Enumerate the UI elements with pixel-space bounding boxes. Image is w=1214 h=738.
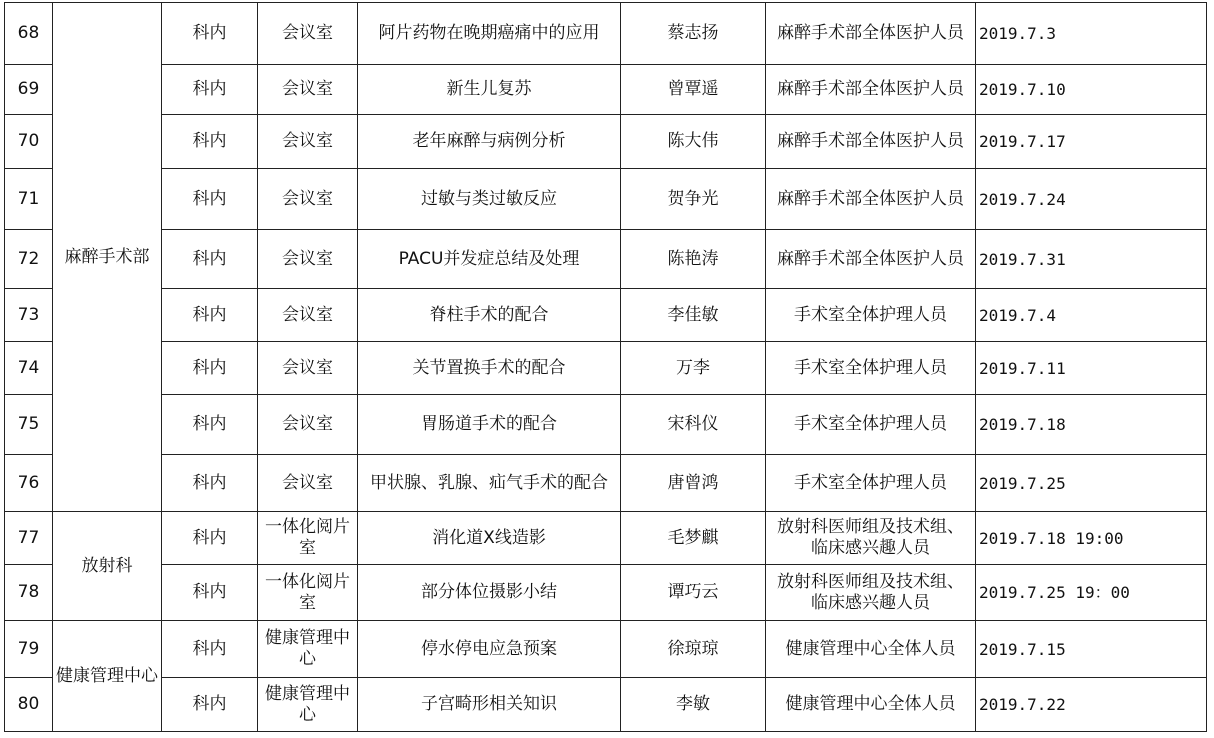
- audience: 放射科医师组及技术组、临床感兴趣人员: [766, 565, 976, 621]
- training-place: 会议室: [258, 65, 358, 115]
- audience: 健康管理中心全体人员: [766, 621, 976, 678]
- training-date: 2019.7.22: [976, 678, 1207, 732]
- training-mode: 科内: [162, 115, 258, 169]
- table-row: [5, 65, 1207, 115]
- training-date: 2019.7.18 19:00: [976, 512, 1207, 565]
- training-mode: 科内: [162, 621, 258, 678]
- training-mode: 科内: [162, 230, 258, 289]
- training-mode: 科内: [162, 678, 258, 732]
- row-number: 77: [5, 512, 53, 565]
- table-row: [5, 512, 1207, 565]
- training-mode: 科内: [162, 512, 258, 565]
- speaker-name: 徐琼琼: [621, 621, 766, 678]
- training-place: 会议室: [258, 289, 358, 342]
- department-cell: 健康管理中心: [53, 621, 162, 732]
- row-number: 73: [5, 289, 53, 342]
- training-mode: 科内: [162, 455, 258, 512]
- training-mode: 科内: [162, 565, 258, 621]
- training-topic: 消化道X线造影: [358, 512, 621, 565]
- training-mode: 科内: [162, 169, 258, 230]
- training-date: 2019.7.17: [976, 115, 1207, 169]
- training-topic: 新生儿复苏: [358, 65, 621, 115]
- audience: 手术室全体护理人员: [766, 342, 976, 395]
- training-place: 会议室: [258, 169, 358, 230]
- audience: 麻醉手术部全体医护人员: [766, 115, 976, 169]
- training-topic: 老年麻醉与病例分析: [358, 115, 621, 169]
- speaker-name: 李佳敏: [621, 289, 766, 342]
- audience: 健康管理中心全体人员: [766, 678, 976, 732]
- speaker-name: 毛梦麒: [621, 512, 766, 565]
- table-row: [5, 289, 1207, 342]
- speaker-name: 陈大伟: [621, 115, 766, 169]
- speaker-name: 李敏: [621, 678, 766, 732]
- training-topic: 阿片药物在晚期癌痛中的应用: [358, 3, 621, 65]
- speaker-name: 宋科仪: [621, 395, 766, 455]
- audience: 放射科医师组及技术组、临床感兴趣人员: [766, 512, 976, 565]
- audience: 手术室全体护理人员: [766, 395, 976, 455]
- training-place: 一体化阅片室: [258, 565, 358, 621]
- row-number: 74: [5, 342, 53, 395]
- audience: 麻醉手术部全体医护人员: [766, 3, 976, 65]
- audience: 麻醉手术部全体医护人员: [766, 169, 976, 230]
- training-date: 2019.7.15: [976, 621, 1207, 678]
- training-place: 会议室: [258, 3, 358, 65]
- row-number: 80: [5, 678, 53, 732]
- table-row: [5, 230, 1207, 289]
- training-date: 2019.7.3: [976, 3, 1207, 65]
- audience: 手术室全体护理人员: [766, 289, 976, 342]
- department-cell: 放射科: [53, 512, 162, 621]
- row-number: 70: [5, 115, 53, 169]
- training-schedule-table: [4, 2, 1207, 732]
- training-place: 一体化阅片室: [258, 512, 358, 565]
- table-row: [5, 115, 1207, 169]
- training-mode: 科内: [162, 3, 258, 65]
- training-topic: 子宫畸形相关知识: [358, 678, 621, 732]
- table-row: [5, 342, 1207, 395]
- training-mode: 科内: [162, 395, 258, 455]
- row-number: 69: [5, 65, 53, 115]
- training-place: 健康管理中心: [258, 621, 358, 678]
- training-place: 会议室: [258, 455, 358, 512]
- training-mode: 科内: [162, 342, 258, 395]
- speaker-name: 谭巧云: [621, 565, 766, 621]
- training-place: 会议室: [258, 342, 358, 395]
- table-row: [5, 565, 1207, 621]
- training-topic: 过敏与类过敏反应: [358, 169, 621, 230]
- table-row: [5, 169, 1207, 230]
- speaker-name: 唐曾鸿: [621, 455, 766, 512]
- row-number: 78: [5, 565, 53, 621]
- audience: 麻醉手术部全体医护人员: [766, 65, 976, 115]
- training-topic: 甲状腺、乳腺、疝气手术的配合: [358, 455, 621, 512]
- row-number: 68: [5, 3, 53, 65]
- row-number: 71: [5, 169, 53, 230]
- row-number: 72: [5, 230, 53, 289]
- training-date: 2019.7.11: [976, 342, 1207, 395]
- row-number: 76: [5, 455, 53, 512]
- training-topic: 停水停电应急预案: [358, 621, 621, 678]
- training-place: 会议室: [258, 115, 358, 169]
- table-row: [5, 3, 1207, 65]
- training-date: 2019.7.10: [976, 65, 1207, 115]
- training-mode: 科内: [162, 65, 258, 115]
- table-row: [5, 395, 1207, 455]
- training-place: 健康管理中心: [258, 678, 358, 732]
- speaker-name: 陈艳涛: [621, 230, 766, 289]
- training-date: 2019.7.4: [976, 289, 1207, 342]
- training-topic: 部分体位摄影小结: [358, 565, 621, 621]
- row-number: 79: [5, 621, 53, 678]
- row-number: 75: [5, 395, 53, 455]
- training-topic: 胃肠道手术的配合: [358, 395, 621, 455]
- speaker-name: 曾覃遥: [621, 65, 766, 115]
- training-date: 2019.7.24: [976, 169, 1207, 230]
- table-row: [5, 455, 1207, 512]
- training-date: 2019.7.25 19：00: [976, 565, 1207, 621]
- training-mode: 科内: [162, 289, 258, 342]
- speaker-name: 万李: [621, 342, 766, 395]
- audience: 麻醉手术部全体医护人员: [766, 230, 976, 289]
- audience: 手术室全体护理人员: [766, 455, 976, 512]
- speaker-name: 贺争光: [621, 169, 766, 230]
- training-date: 2019.7.18: [976, 395, 1207, 455]
- training-date: 2019.7.31: [976, 230, 1207, 289]
- training-topic: PACU并发症总结及处理: [358, 230, 621, 289]
- training-date: 2019.7.25: [976, 455, 1207, 512]
- table-row: [5, 621, 1207, 678]
- training-place: 会议室: [258, 395, 358, 455]
- training-topic: 脊柱手术的配合: [358, 289, 621, 342]
- speaker-name: 蔡志扬: [621, 3, 766, 65]
- table-row: [5, 678, 1207, 732]
- training-place: 会议室: [258, 230, 358, 289]
- training-topic: 关节置换手术的配合: [358, 342, 621, 395]
- department-cell: 麻醉手术部: [53, 3, 162, 512]
